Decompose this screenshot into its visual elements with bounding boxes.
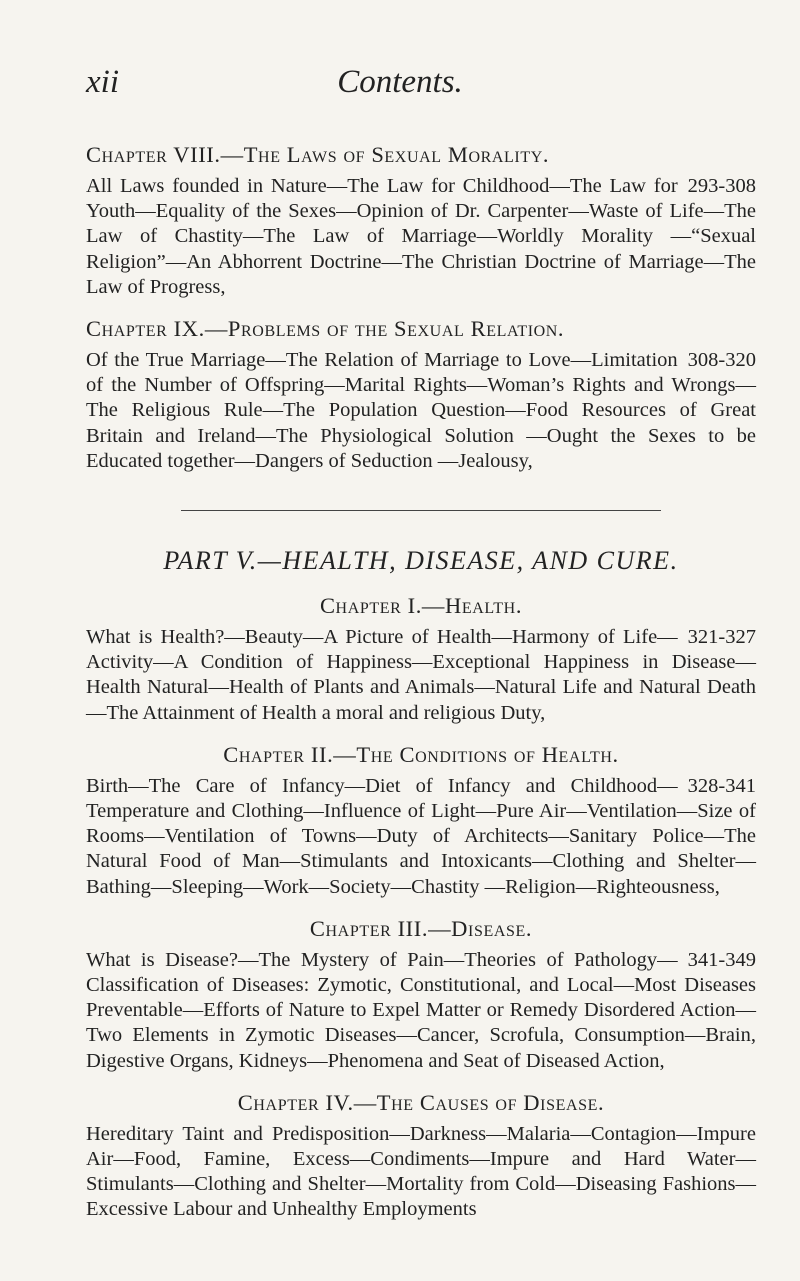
- contents-entry-chapter-ix: [86, 314, 756, 474]
- summary-text: Birth—The Care of Infancy—Diet of Infancy and Childhood—Temperature and Clothing—Influence of Light—Pure Air—Ventilation—Size of Rooms—Ventilation of Towns—Duty of Architects—Sanitary Police—The Natural Food of Man—Stimulants and Intoxicants—Clothing and Shelter—Bathing—Sleeping—Work—Society—Chastity —Religion—Righteousness,: [86, 774, 756, 898]
- running-title: Contents.: [337, 64, 463, 100]
- contents-entry-chapter-iv: [86, 1088, 756, 1223]
- contents-entry-chapter-ii: [86, 740, 756, 900]
- running-head: [0, 62, 800, 112]
- summary-text: Of the True Marriage—The Relation of Marriage to Love—Limitation of the Number of Offspring—Marital Rights—Woman’s Rights and Wrongs—The Religious Rule—The Population Question—Food Resources of Great Britain and Ireland—The Physiological Solution —Ought the Sexes to be Educated together—Dangers of Seduction —Jealousy,: [86, 349, 756, 472]
- summary-text: All Laws founded in Nature—The Law for Childhood—The Law for Youth—Equality of the Sexes—Opinion of Dr. Carpenter—Waste of Life—The Law of Chastity—The Law of Marriage—Worldly Morality —“Sexual Religion”—An Abhorrent Doctrine—The Christian Doctrine of Marriage—The Law of Progress,: [86, 175, 756, 298]
- chapter-summary: [86, 774, 756, 900]
- chapter-title: Chapter IX.—Problems of the Sexual Relation.: [86, 316, 565, 342]
- part-title: PART V.—HEALTH, DISEASE, AND CURE.: [163, 546, 679, 576]
- contents-entry-chapter-iii: [86, 914, 756, 1074]
- summary-text: Hereditary Taint and Predisposition—Darkness—Malaria—Contagion—Impure Air—Food, Famine, Excess—Condiments—Impure and Hard Water—Stimulants—Clothing and Shelter—Mortality from Cold—Diseasing Fashions—Excessive Labour and Unhealthy Employments: [86, 1122, 756, 1221]
- chapter-title: Chapter VIII.—The Laws of Sexual Morality.: [86, 142, 550, 167]
- chapter-title: Chapter IV.—The Causes of Disease.: [237, 1089, 605, 1115]
- chapter-title: Chapter I.—Health.: [319, 593, 523, 619]
- page-range: 328-341: [687, 774, 756, 797]
- chapter-summary: [86, 348, 756, 474]
- page-number: xii: [86, 64, 119, 100]
- summary-text: What is Disease?—The Mystery of Pain—Theories of Pathology—Classification of Diseases: Zymotic, Constitutional, and Local—Most Diseases Preventable—Efforts of Nature to Expel Matter or Remedy Disordered Action—Two Elements in Zymotic Diseases—Cancer, Scrofula, Consumption—Brain, Digestive Organs, Kidneys—Phenomena and Seat of Diseased Action,: [86, 948, 756, 1072]
- chapter-summary: [86, 1122, 756, 1223]
- contents-entry-chapter-viii: [86, 140, 756, 300]
- chapter-summary: [86, 174, 756, 300]
- chapter-title: Chapter III.—Disease.: [309, 915, 533, 941]
- summary-text: What is Health?—Beauty—A Picture of Health—Harmony of Life—Activity—A Condition of Happiness—Exceptional Happiness in Disease—Health Natural—Health of Plants and Animals—Natural Life and Natural Death—The Attainment of Health a moral and religious Duty,: [86, 626, 756, 724]
- chapter-title: Chapter II.—The Conditions of Health.: [223, 741, 619, 767]
- chapter-summary: [86, 948, 756, 1074]
- page-range: 321-327: [687, 626, 756, 649]
- page-range: 293-308: [687, 175, 756, 197]
- page-range: 341-349: [687, 948, 756, 971]
- section-divider: [181, 510, 661, 511]
- contents-list: [86, 140, 756, 1237]
- contents-entry-chapter-i: [86, 591, 756, 726]
- chapter-summary: [86, 625, 756, 726]
- page-range: 308-320: [687, 349, 756, 372]
